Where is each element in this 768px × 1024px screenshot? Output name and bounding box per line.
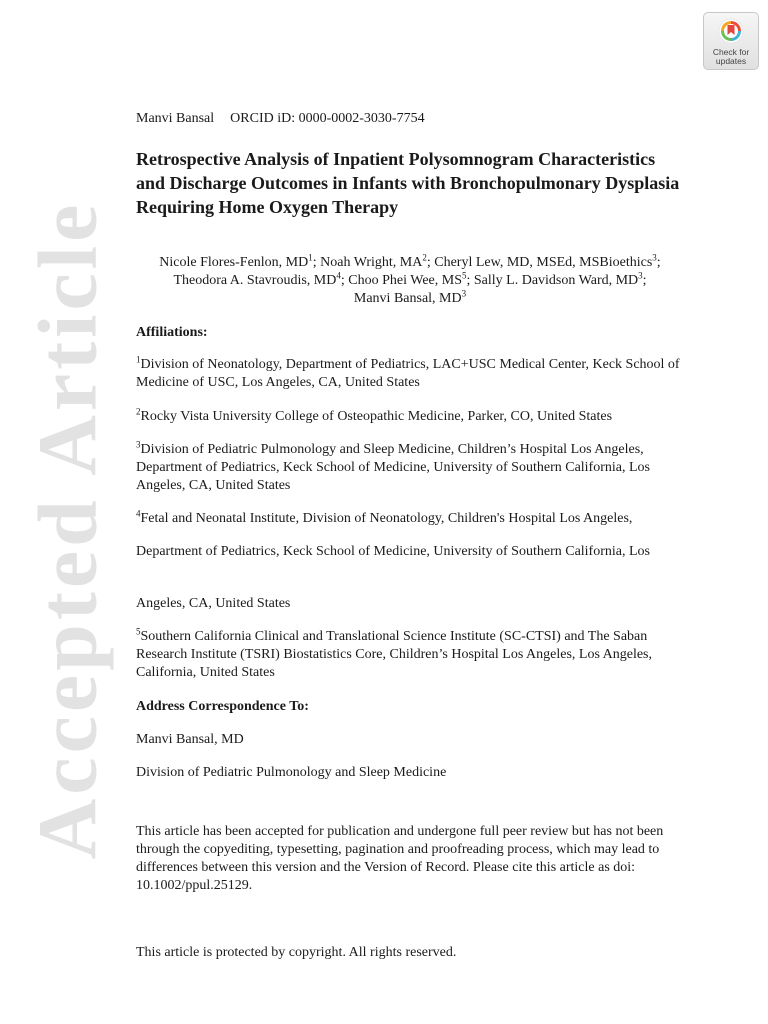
orcid-author-name: Manvi Bansal xyxy=(136,111,215,126)
check-for-updates-label: Check for updates xyxy=(712,47,750,66)
article-title: Retrospective Analysis of Inpatient Polysomnogram Characteristics and Discharge Outcomes in Infants with Bronchopulmonary Dysplasia Requiring Home Oxygen Therapy xyxy=(136,149,680,217)
orcid-id[interactable]: ORCID iD: 0000-0002-3030-7754 xyxy=(230,111,425,126)
correspondence-department: Division of Pediatric Pulmonology and Sleep Medicine xyxy=(136,765,447,780)
accepted-article-watermark: Accepted Article xyxy=(21,200,115,860)
affiliation-item: $^2$Rocky Vista University College of Osteopathic Medicine, Parker, CO, United States xyxy=(136,406,613,424)
author: Nicole Flores-Fenlon, $MD^1$; xyxy=(159,252,321,270)
correspondence-heading: Address Correspondence To: xyxy=(136,699,309,714)
correspondence-name: Manvi Bansal, MD xyxy=(136,732,244,747)
affiliation-item: Department of Pediatrics, Keck School of Medicine, University of Southern California, Los xyxy=(136,544,650,559)
author: Theodora A. Stavroudis, $MD^4$; xyxy=(173,270,349,288)
copyright-notice: This article is protected by copyright. All rights reserved. xyxy=(136,945,457,960)
crossmark-icon xyxy=(718,18,744,46)
author-list xyxy=(136,254,684,308)
affiliation-item: $^4$Fetal and Neonatal Institute, Division of Neonatology, Children's Hospital Los Angeles, xyxy=(136,508,633,526)
orcid-line xyxy=(136,110,684,128)
check-for-updates-badge[interactable] xyxy=(703,12,759,70)
affiliation-item: $^3$Division of Pediatric Pulmonology and Sleep Medicine, Children’s Hospital Los Angeles, Department of Pediatrics, Keck School of Medicine, University of Southern California, Los Angeles, CA, United States xyxy=(136,439,650,493)
affiliation-item: $^1$Division of Neonatology, Department of Pediatrics, LAC+USC Medical Center, Keck School of Medicine of USC, Los Angeles, CA, United States xyxy=(136,354,680,390)
affiliations-heading: Affiliations: xyxy=(136,325,208,340)
author: Cheryl Lew, MD, MSEd, MSBioethics$^3$; xyxy=(434,252,661,270)
affiliation-item: Angeles, CA, United States xyxy=(136,596,291,611)
author: Manvi Bansal, $MD^3$ xyxy=(353,288,467,306)
author: Choo Phei Wee, $MS^5$; xyxy=(348,270,474,288)
affiliation-item: $^5$Southern California Clinical and Translational Science Institute (SC-CTSI) and The Saban Research Institute (TSRI) Biostatistics Core, Children’s Hospital Los Angeles, Los Angeles, California, United States xyxy=(136,626,652,680)
author: Noah Wright, $MA^2$; xyxy=(320,252,435,270)
acceptance-notice: This article has been accepted for publication and undergone full peer review but has not been through the copyediting, typesetting, pagination and proofreading process, which may lead to differences between this version and the Version of Record. Please cite this article as doi: 10.1002/ppul.25129. xyxy=(136,824,664,893)
author: Sally L. Davidson Ward, $MD^3$; xyxy=(473,270,647,288)
